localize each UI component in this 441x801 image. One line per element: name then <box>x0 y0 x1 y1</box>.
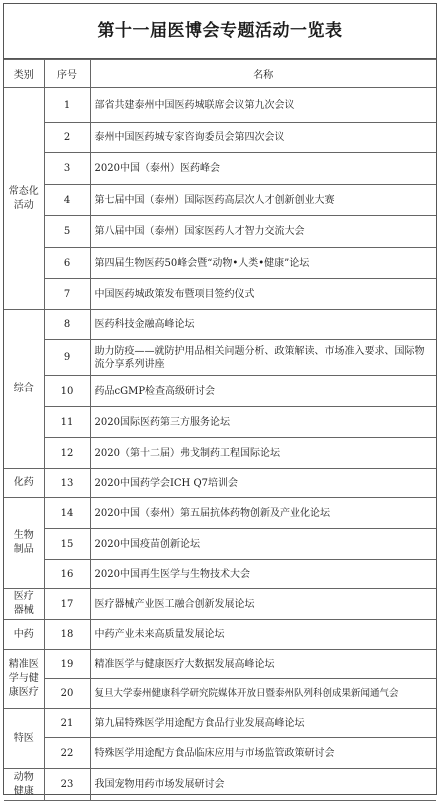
row-name: 精准医学与健康医疗大数据发展高峰论坛 <box>90 650 436 679</box>
row-number: 8 <box>44 310 90 340</box>
row-name: 助力防疫——就防护用品相关问题分析、政策解读、市场准入要求、国际物流分享系列讲座 <box>90 340 436 376</box>
row-number: 3 <box>44 153 90 185</box>
table-row <box>4 738 436 769</box>
row-number: 10 <box>44 376 90 407</box>
category-cell: 综合 <box>4 310 44 469</box>
row-name: 特殊医学用途配方食品临床应用与市场监管政策研讨会 <box>90 738 436 769</box>
header-name: 名称 <box>90 60 436 88</box>
activity-table-sheet <box>3 3 437 795</box>
table-row <box>4 650 436 679</box>
row-number: 15 <box>44 529 90 560</box>
row-name: 2020中国（泰州）第五届抗体药物创新及产业化论坛 <box>90 498 436 529</box>
table-row <box>4 407 436 438</box>
row-number: 23 <box>44 769 90 801</box>
row-number: 9 <box>44 340 90 376</box>
row-name: 复旦大学泰州健康科学研究院媒体开放日暨泰州队列科创成果新闻通气会 <box>90 679 436 709</box>
table-row <box>4 620 436 650</box>
category-cell: 特医 <box>4 709 44 769</box>
category-cell: 生物 制品 <box>4 498 44 589</box>
category-cell: 常态化 活动 <box>4 88 44 310</box>
row-name: 第八届中国（泰州）国家医药人才智力交流大会 <box>90 216 436 248</box>
category-cell: 精准医 学与健 康医疗 <box>4 650 44 709</box>
header-category: 类别 <box>4 60 44 88</box>
table-row <box>4 185 436 216</box>
row-number: 16 <box>44 560 90 589</box>
table-row <box>4 340 436 376</box>
row-name: 我国宠物用药市场发展研讨会 <box>90 769 436 801</box>
table-row <box>4 88 436 123</box>
row-name: 部省共建泰州中国医药城联席会议第九次会议 <box>90 88 436 123</box>
category-cell: 动物 健康 <box>4 769 44 801</box>
row-name: 药品cGMP检查高级研讨会 <box>90 376 436 407</box>
table-row <box>4 279 436 310</box>
row-name: 2020中国再生医学与生物技术大会 <box>90 560 436 589</box>
table-row <box>4 679 436 709</box>
table-title: 第十一届医博会专题活动一览表 <box>4 4 436 59</box>
row-name: 2020国际医药第三方服务论坛 <box>90 407 436 438</box>
row-number: 17 <box>44 589 90 620</box>
row-number: 7 <box>44 279 90 310</box>
row-name: 医药科技金融高峰论坛 <box>90 310 436 340</box>
row-number: 22 <box>44 738 90 769</box>
table-row <box>4 310 436 340</box>
header-number: 序号 <box>44 60 90 88</box>
category-cell: 医疗 器械 <box>4 589 44 620</box>
row-name: 2020（第十二届）弗戈制药工程国际论坛 <box>90 438 436 469</box>
row-number: 19 <box>44 650 90 679</box>
row-number: 1 <box>44 88 90 123</box>
table-row <box>4 589 436 620</box>
header-row <box>4 60 436 88</box>
row-name: 泰州中国医药城专家咨询委员会第四次会议 <box>90 123 436 153</box>
table-row <box>4 216 436 248</box>
category-cell: 中药 <box>4 620 44 650</box>
row-name: 中药产业未来高质量发展论坛 <box>90 620 436 650</box>
row-name: 2020中国疫苗创新论坛 <box>90 529 436 560</box>
row-name: 医疗器械产业医工融合创新发展论坛 <box>90 589 436 620</box>
row-number: 20 <box>44 679 90 709</box>
row-number: 18 <box>44 620 90 650</box>
table-row <box>4 376 436 407</box>
row-name: 第四届生物医药50峰会暨“动物•人类•健康”论坛 <box>90 248 436 279</box>
table-row <box>4 153 436 185</box>
table-row <box>4 123 436 153</box>
row-number: 6 <box>44 248 90 279</box>
row-number: 14 <box>44 498 90 529</box>
row-number: 2 <box>44 123 90 153</box>
row-name: 第九届特殊医学用途配方食品行业发展高峰论坛 <box>90 709 436 738</box>
activity-table <box>4 59 436 801</box>
row-name: 2020中国药学会ICH Q7培训会 <box>90 469 436 498</box>
row-number: 5 <box>44 216 90 248</box>
row-number: 11 <box>44 407 90 438</box>
category-cell: 化药 <box>4 469 44 498</box>
row-number: 4 <box>44 185 90 216</box>
row-number: 13 <box>44 469 90 498</box>
table-row <box>4 709 436 738</box>
table-row <box>4 438 436 469</box>
table-row <box>4 248 436 279</box>
table-row <box>4 560 436 589</box>
table-row <box>4 769 436 801</box>
row-number: 21 <box>44 709 90 738</box>
table-row <box>4 529 436 560</box>
row-name: 第七届中国（泰州）国际医药高层次人才创新创业大赛 <box>90 185 436 216</box>
row-name: 2020中国（泰州）医药峰会 <box>90 153 436 185</box>
table-row <box>4 469 436 498</box>
table-row <box>4 498 436 529</box>
row-name: 中国医药城政策发布暨项目签约仪式 <box>90 279 436 310</box>
row-number: 12 <box>44 438 90 469</box>
